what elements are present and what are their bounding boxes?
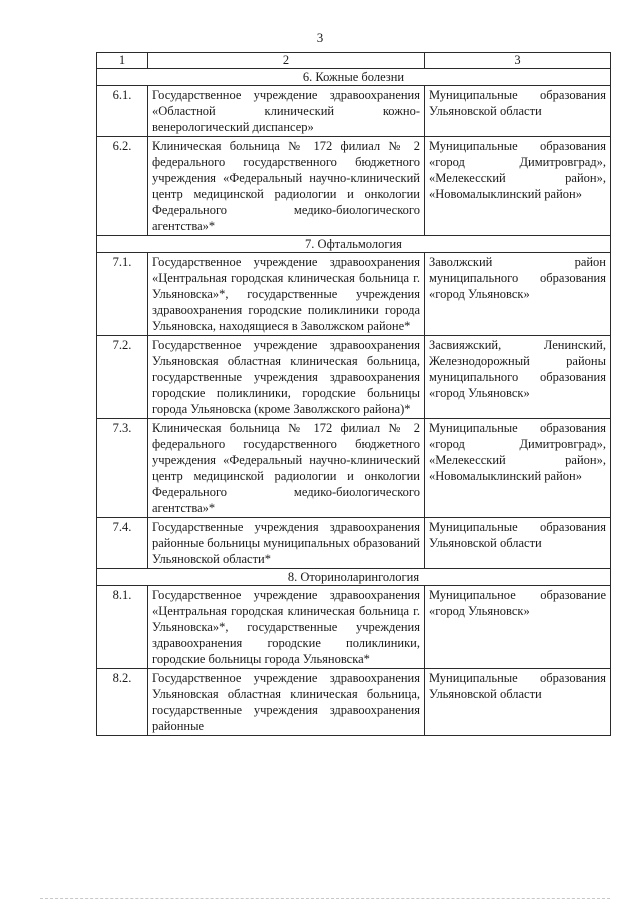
territory-cell: Муниципальное образование «город Ульяновск» — [425, 586, 611, 669]
table-row — [97, 336, 611, 419]
row-number: 6.2. — [97, 137, 148, 236]
page-number: 3 — [316, 30, 324, 45]
institution-cell: Государственное учреждение здравоохранения «Центральная городская клиническая больница г. Ульяновска»*, государственные учреждения здравоохранения городские поликлиники города Ульяновска, находящиеся в Заволжском районе* — [148, 253, 425, 336]
institution-cell: Государственное учреждение здравоохранения Ульяновская областная клиническая больница, государственные учреждения здравоохранения районные — [148, 669, 425, 736]
column-header: 2 — [148, 53, 425, 69]
table-header-row — [97, 53, 611, 69]
territory-cell: Муниципальные образования «город Димитровград», «Мелекесский район», «Новомалыклинский район» — [425, 137, 611, 236]
territory-cell: Муниципальные образования Ульяновской области — [425, 518, 611, 569]
section-row — [97, 569, 611, 586]
row-number: 7.3. — [97, 419, 148, 518]
section-row — [97, 69, 611, 86]
table-row — [97, 518, 611, 569]
row-number: 8.1. — [97, 586, 148, 669]
section-title: 7. Офтальмология — [97, 236, 611, 253]
document-table — [96, 52, 611, 736]
territory-cell: Муниципальные образования Ульяновской области — [425, 86, 611, 137]
section-title: 6. Кожные болезни — [97, 69, 611, 86]
territory-cell: Муниципальные образования «город Димитровград», «Мелекесский район», «Новомалыклинский район» — [425, 419, 611, 518]
row-number: 6.1. — [97, 86, 148, 137]
institution-cell: Клиническая больница № 172 филиал № 2 федерального государственного бюджетного учреждения «Федеральный научно-клинический центр медицинской радиологии и онкологии Федерального медико-биологического агентства»* — [148, 419, 425, 518]
row-number: 7.1. — [97, 253, 148, 336]
institution-cell: Клиническая больница № 172 филиал № 2 федерального государственного бюджетного учреждения «Федеральный научно-клинический центр медицинской радиологии и онкологии Федерального медико-биологического агентства»* — [148, 137, 425, 236]
institution-cell: Государственное учреждение здравоохранения «Областной клинический кожно-венерологический диспансер» — [148, 86, 425, 137]
table-row — [97, 586, 611, 669]
section-row — [97, 236, 611, 253]
table-row — [97, 419, 611, 518]
column-header: 3 — [425, 53, 611, 69]
row-number: 8.2. — [97, 669, 148, 736]
territory-cell: Засвияжский, Ленинский, Железнодорожный районы муниципального образования «город Ульяновск» — [425, 336, 611, 419]
row-number: 7.2. — [97, 336, 148, 419]
table-row — [97, 137, 611, 236]
table-row — [97, 669, 611, 736]
territory-cell: Муниципальные образования Ульяновской области — [425, 669, 611, 736]
row-number: 7.4. — [97, 518, 148, 569]
institution-cell: Государственные учреждения здравоохранения районные больницы муниципальных образований Ульяновской области* — [148, 518, 425, 569]
institution-cell: Государственное учреждение здравоохранения Ульяновская областная клиническая больница, государственные учреждения здравоохранения городские поликлиники, городские больницы города Ульяновска (кроме Заволжского района)* — [148, 336, 425, 419]
territory-cell: Заволжский район муниципального образования «город Ульяновск» — [425, 253, 611, 336]
page-bottom-divider — [40, 898, 610, 899]
institution-cell: Государственное учреждение здравоохранения «Центральная городская клиническая больница г. Ульяновска»*, государственные учреждения здравоохранения городские поликлиники, городские больницы города Ульяновска* — [148, 586, 425, 669]
table-row — [97, 253, 611, 336]
section-title: 8. Оториноларингология — [97, 569, 611, 586]
column-header: 1 — [97, 53, 148, 69]
table-row — [97, 86, 611, 137]
